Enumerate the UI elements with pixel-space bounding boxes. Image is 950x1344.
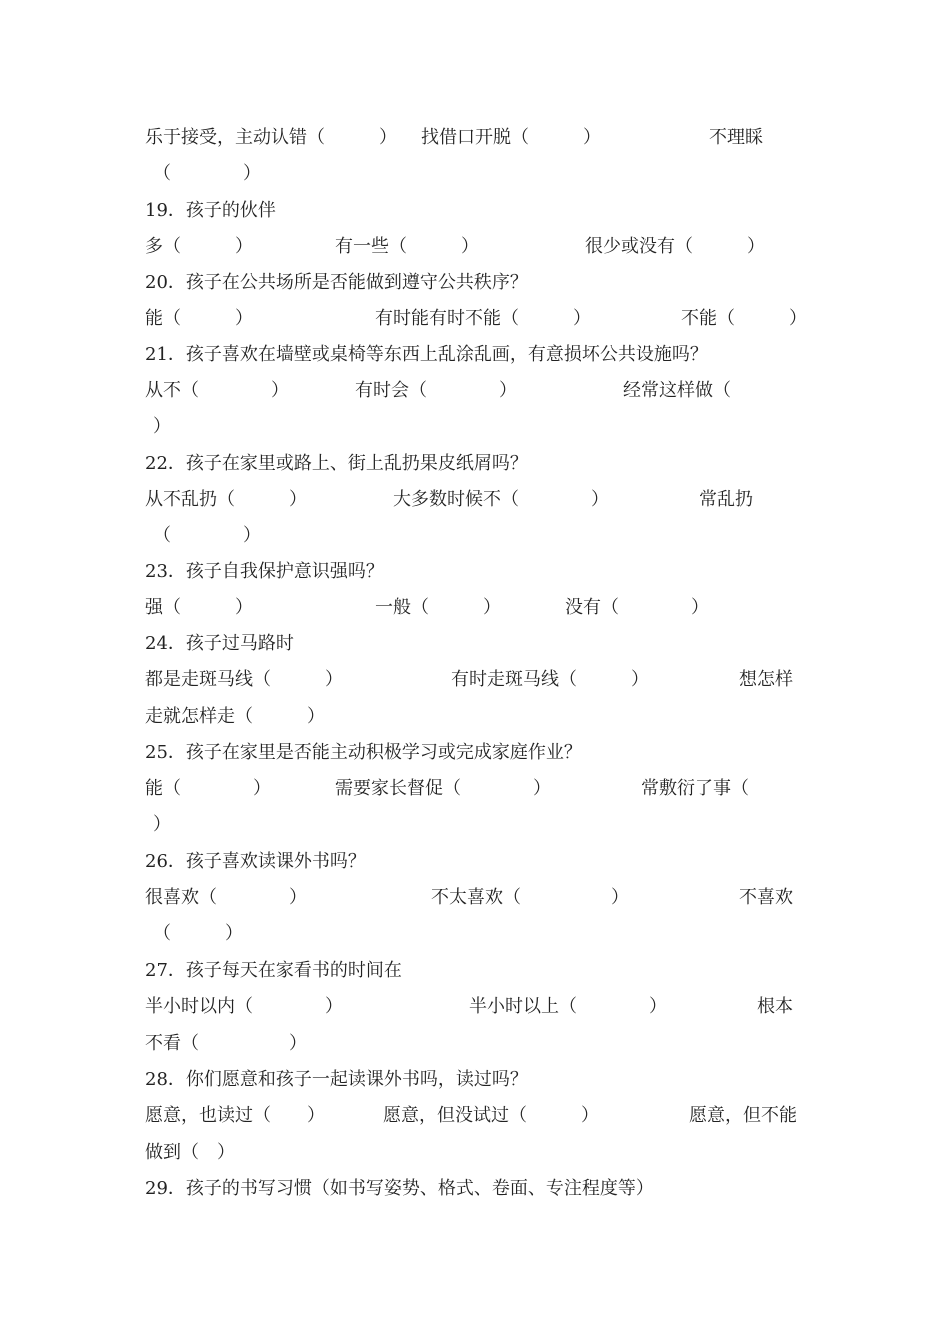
option-row [145, 124, 810, 152]
option: 愿意，但不能 [689, 1105, 797, 1126]
option: 根本 [757, 996, 793, 1017]
option: ） [153, 814, 171, 835]
option: 从不（ ） [145, 380, 289, 401]
question-text: 28．你们愿意和孩子一起读课外书吗，读过吗？ [145, 1069, 528, 1090]
option-row [145, 884, 810, 912]
question-text: 29．孩子的书写习惯（如书写姿势、格式、卷面、专注程度等） [145, 1178, 654, 1199]
option-row [145, 486, 810, 514]
question-text: 20．孩子在公共场所是否能做到遵守公共秩序？ [145, 272, 528, 293]
option-row [145, 1139, 810, 1167]
option: 有时走斑马线（ ） [451, 669, 649, 690]
option-row [145, 811, 810, 839]
option: 有时能有时不能（ ） [375, 308, 591, 329]
option: ） [153, 416, 171, 437]
option-row [145, 233, 810, 261]
question-text: 23．孩子自我保护意识强吗？ [145, 561, 384, 582]
option: （ ） [153, 525, 261, 546]
option-row [145, 305, 810, 333]
option: 愿意，但没试过（ ） [383, 1105, 599, 1126]
option: 不能（ ） [681, 308, 807, 329]
option: 很喜欢（ ） [145, 887, 307, 908]
option: 愿意，也读过（ ） [145, 1105, 325, 1126]
option: 很少或没有（ ） [585, 236, 765, 257]
option: 半小时以上（ ） [469, 996, 667, 1017]
option: 有时会（ ） [355, 380, 517, 401]
option-row [145, 377, 810, 405]
question-text: 25．孩子在家里是否能主动积极学习或完成家庭作业？ [145, 742, 582, 763]
question-text: 24．孩子过马路时 [145, 633, 294, 654]
question-title [145, 558, 810, 586]
option: 没有（ ） [565, 597, 709, 618]
option: 常乱扔 [699, 489, 753, 510]
question-title [145, 1066, 810, 1094]
option: 需要家长督促（ ） [335, 778, 551, 799]
option: 能（ ） [145, 308, 253, 329]
option: （ ） [153, 923, 243, 944]
question-title [145, 739, 810, 767]
option-row [145, 160, 810, 188]
option-row [145, 1102, 810, 1130]
option: （ ） [153, 163, 261, 184]
option: 有一些（ ） [335, 236, 479, 257]
option: 不太喜欢（ ） [431, 887, 629, 908]
question-title [145, 848, 810, 876]
option: 乐于接受，主动认错（ ） [145, 127, 397, 148]
option: 一般（ ） [375, 597, 501, 618]
option: 能（ ） [145, 778, 271, 799]
option: 不喜欢 [739, 887, 793, 908]
option-row [145, 703, 810, 731]
option: 经常这样做（ [623, 380, 731, 401]
option: 都是走斑马线（ ） [145, 669, 343, 690]
question-title [145, 630, 810, 658]
question-text: 19．孩子的伙伴 [145, 200, 276, 221]
option: 从不乱扔（ ） [145, 489, 307, 510]
question-text: 26．孩子喜欢读课外书吗？ [145, 851, 366, 872]
question-title [145, 957, 810, 985]
option: 走就怎样走（ ） [145, 706, 325, 727]
option: 强（ ） [145, 597, 253, 618]
option: 做到（ ） [145, 1142, 235, 1163]
question-text: 21．孩子喜欢在墙壁或桌椅等东西上乱涂乱画，有意损坏公共设施吗？ [145, 344, 708, 365]
question-text: 22．孩子在家里或路上、街上乱扔果皮纸屑吗？ [145, 453, 528, 474]
option-row [145, 775, 810, 803]
option-row [145, 666, 810, 694]
question-title [145, 1175, 810, 1203]
option: 常敷衍了事（ [641, 778, 749, 799]
option-row [145, 993, 810, 1021]
question-text: 27．孩子每天在家看书的时间在 [145, 960, 402, 981]
option: 大多数时候不（ ） [393, 489, 609, 510]
option: 不理睬 [709, 127, 763, 148]
question-title [145, 450, 810, 478]
question-title [145, 341, 810, 369]
question-title [145, 269, 810, 297]
option-row [145, 920, 810, 948]
question-title [145, 197, 810, 225]
option: 半小时以内（ ） [145, 996, 343, 1017]
option: 不看（ ） [145, 1033, 307, 1054]
option: 多（ ） [145, 236, 253, 257]
option-row [145, 1030, 810, 1058]
option-row [145, 594, 810, 622]
option-row [145, 413, 810, 441]
option: 找借口开脱（ ） [421, 127, 601, 148]
option: 想怎样 [739, 669, 793, 690]
option-row [145, 522, 810, 550]
